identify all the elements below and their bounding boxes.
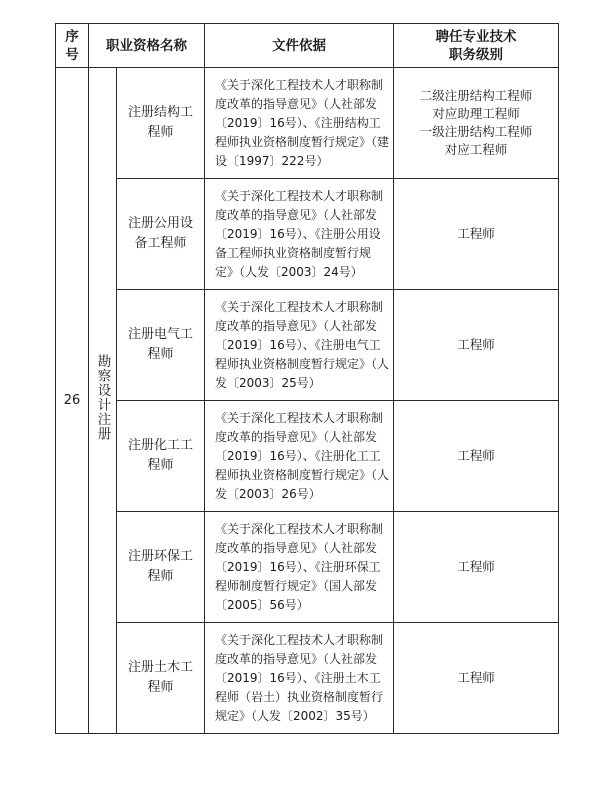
document-basis: 《关于深化工程技术人才职称制度改革的指导意见》（人社部发〔2019〕16号）、《注册环保工程师制度暂行规定》（国人部发〔2005〕56号）: [205, 512, 394, 623]
level-line: 对应工程师: [444, 142, 508, 157]
header-seq-line: 号: [65, 46, 79, 63]
level-line: 二级注册结构工程师: [419, 88, 533, 103]
position-level: [394, 290, 559, 401]
header-basis: 文件依据: [205, 24, 394, 68]
table-row: [56, 512, 559, 623]
qualification-table: [55, 23, 559, 734]
level-line: 工程师: [457, 448, 495, 463]
document-basis: 《关于深化工程技术人才职称制度改革的指导意见》（人社部发〔2019〕16号）、《注册电气工程师执业资格制度暂行规定》（人发〔2003〕25号）: [205, 290, 394, 401]
table-row: [56, 623, 559, 734]
header-level: [394, 24, 559, 68]
document-basis: 《关于深化工程技术人才职称制度改革的指导意见》（人社部发〔2019〕16号）、《注册公用设备工程师执业资格制度暂行规定》（人发〔2003〕24号）: [205, 179, 394, 290]
header-level-line: 聘任专业技术: [435, 28, 517, 45]
table-row: [56, 290, 559, 401]
category-cell: [89, 68, 117, 734]
qualification-name: 注册土木工程师: [117, 623, 205, 734]
document-basis: 《关于深化工程技术人才职称制度改革的指导意见》（人社部发〔2019〕16号）、《注册结构工程师执业资格制度暂行规定》（建设〔1997〕222号）: [205, 68, 394, 179]
qualification-name: 注册电气工程师: [117, 290, 205, 401]
table-header-row: [56, 24, 559, 68]
table-row: [56, 179, 559, 290]
header-level-line: 职务级别: [449, 46, 503, 63]
header-qualification: 职业资格名称: [89, 24, 205, 68]
header-seq-line: 序: [65, 28, 79, 45]
position-level: [394, 623, 559, 734]
qualification-table-document: [55, 23, 559, 734]
qualification-name: 注册环保工程师: [117, 512, 205, 623]
document-basis: 《关于深化工程技术人才职称制度改革的指导意见》（人社部发〔2019〕16号）、《注册土木工程师（岩土）执业资格制度暂行规定》（人发〔2002〕35号）: [205, 623, 394, 734]
level-line: 对应助理工程师: [432, 106, 520, 121]
level-line: 工程师: [457, 337, 495, 352]
position-level: [394, 179, 559, 290]
position-level: [394, 512, 559, 623]
table-row: [56, 68, 559, 179]
document-basis: 《关于深化工程技术人才职称制度改革的指导意见》（人社部发〔2019〕16号）、《注册化工工程师执业资格制度暂行规定》（人发〔2003〕26号）: [205, 401, 394, 512]
table-row: [56, 401, 559, 512]
level-line: 工程师: [457, 226, 495, 241]
level-line: 工程师: [457, 670, 495, 685]
qualification-name: 注册结构工程师: [117, 68, 205, 179]
position-level: [394, 401, 559, 512]
level-line: 一级注册结构工程师: [419, 124, 533, 139]
qualification-name: 注册公用设备工程师: [117, 179, 205, 290]
category-label: 勘察设计注册: [94, 353, 111, 441]
qualification-name: 注册化工工程师: [117, 401, 205, 512]
seq-number: 26: [56, 68, 89, 734]
position-level: [394, 68, 559, 179]
header-seq: [56, 24, 89, 68]
level-line: 工程师: [457, 559, 495, 574]
